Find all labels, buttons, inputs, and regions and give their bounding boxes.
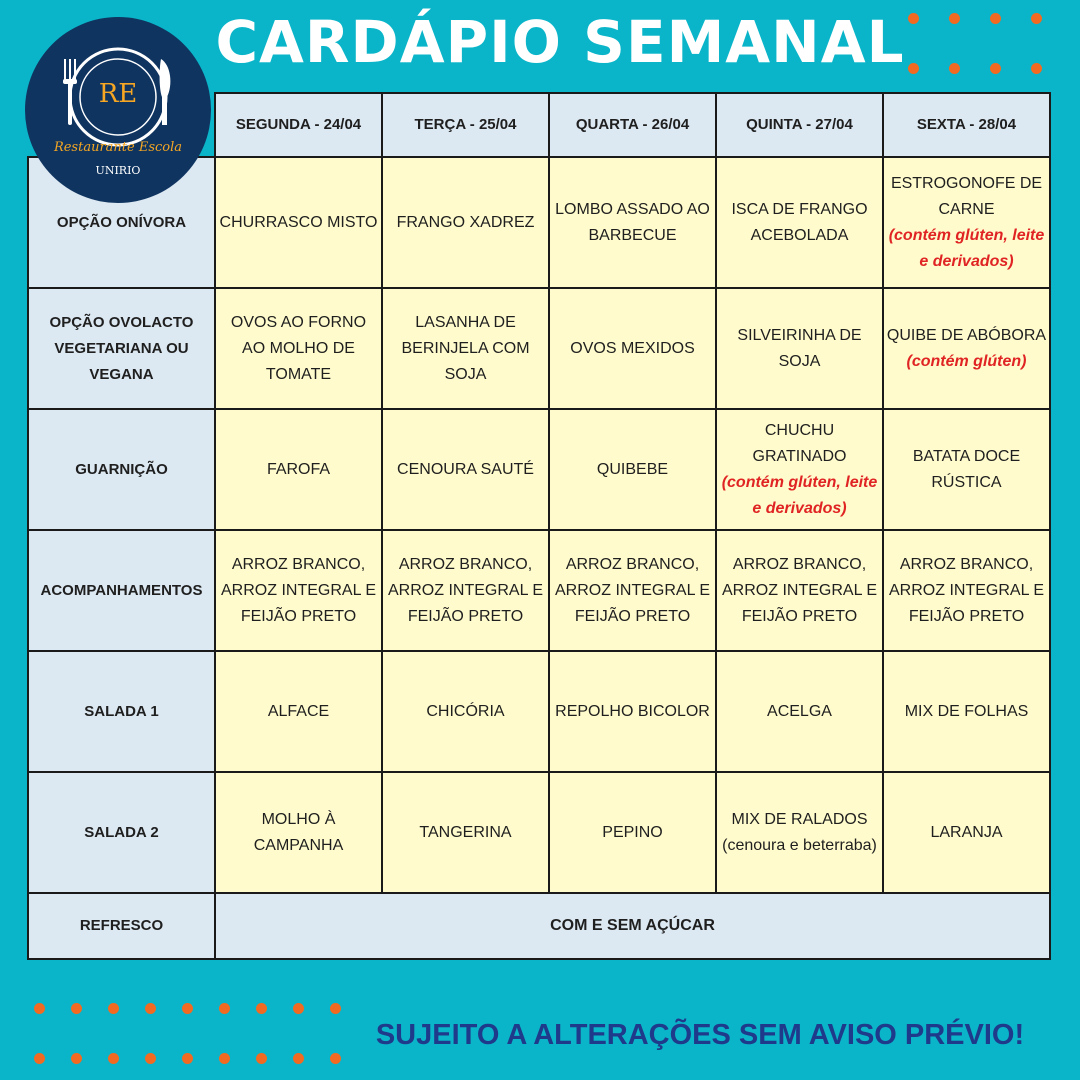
dish-name: LARANJA [930,823,1003,841]
day-header: TERÇA - 25/04 [382,93,549,157]
menu-cell [883,288,1050,409]
day-header: QUINTA - 27/04 [716,93,883,157]
row-label: OPÇÃO ONÍVORA [28,157,215,288]
dish-name: MIX DE RALADOS (cenoura e beterraba) [722,810,877,854]
menu-cell [549,409,716,530]
dish-name: MOLHO À CAMPANHA [253,810,344,854]
menu-cell [382,530,549,651]
dish-name: ISCA DE FRANGO ACEBOLADA [731,200,868,244]
dish-name: ARROZ BRANCO, ARROZ INTEGRAL E FEIJÃO PRETO [889,555,1044,625]
menu-cell [215,530,382,651]
menu-cell [382,772,549,893]
menu-cell [883,409,1050,530]
allergen-note: (contém glúten, leite e derivados) [721,473,878,517]
menu-cell [716,157,883,288]
menu-row-guarnicao [28,409,1050,530]
logo-name: Restaurante Escola [53,140,183,155]
menu-cell [215,288,382,409]
row-label: SALADA 2 [28,772,215,893]
menu-cell [716,288,883,409]
menu-row-vegetariana [28,288,1050,409]
menu-row-acompanhamentos [28,530,1050,651]
decorative-dots-bottom [34,1003,341,1064]
row-label: ACOMPANHAMENTOS [28,530,215,651]
dish-name: CHURRASCO MISTO [219,213,378,231]
dish-name: QUIBE DE ABÓBORA [886,326,1047,344]
menu-cell [215,772,382,893]
weekly-menu-table [27,92,1051,960]
dish-name: ALFACE [267,702,330,720]
menu-cell [883,157,1050,288]
dish-name: TANGERINA [419,823,512,841]
dish-name: LOMBO ASSADO AO BARBECUE [555,200,710,244]
menu-cell [382,409,549,530]
dish-name: QUIBEBE [596,460,669,478]
dish-name: FAROFA [266,460,331,478]
menu-cell [716,772,883,893]
dish-name: ARROZ BRANCO, ARROZ INTEGRAL E FEIJÃO PRETO [221,555,376,625]
dish-name: CHICÓRIA [426,702,505,720]
menu-cell [549,772,716,893]
menu-cell [549,288,716,409]
menu-row-refresco [28,893,1050,959]
dish-name: ARROZ BRANCO, ARROZ INTEGRAL E FEIJÃO PRETO [388,555,543,625]
dish-name: CENOURA SAUTÉ [397,460,534,478]
decorative-dots-top [908,13,1042,74]
dish-name: SILVEIRINHA DE SOJA [737,326,862,370]
menu-cell [716,409,883,530]
allergen-note: (contém glúten, leite e derivados) [888,226,1045,270]
menu-cell [382,288,549,409]
dish-name: REPOLHO BICOLOR [555,702,710,720]
row-label: SALADA 1 [28,651,215,772]
dish-name: FRANGO XADREZ [396,213,535,231]
page-title: CARDÁPIO SEMANAL [215,8,905,76]
dish-name: ARROZ BRANCO, ARROZ INTEGRAL E FEIJÃO PRETO [722,555,877,625]
menu-cell [883,772,1050,893]
dish-name: ESTROGONOFE DE CARNE [890,174,1043,218]
menu-cell [549,651,716,772]
menu-cell [549,157,716,288]
menu-cell [215,651,382,772]
day-header: SEXTA - 28/04 [883,93,1050,157]
menu-row-salada-1 [28,651,1050,772]
row-label: REFRESCO [28,893,215,959]
dish-name: OVOS MEXIDOS [570,339,695,357]
dish-name: OVOS AO FORNO AO MOLHO DE TOMATE [230,313,367,383]
menu-row-salada-2 [28,772,1050,893]
disclaimer-notice: SUJEITO A ALTERAÇÕES SEM AVISO PRÉVIO! [375,1019,1025,1051]
logo-initials: RE [98,79,138,109]
menu-cell [382,157,549,288]
menu-cell [215,157,382,288]
allergen-note: (contém glúten) [906,352,1027,370]
logo-institution: UNIRIO [95,164,141,177]
drink-cell: COM E SEM AÇÚCAR [215,893,1050,959]
row-label: GUARNIÇÃO [28,409,215,530]
dish-name: CHUCHU GRATINADO [752,421,847,465]
dish-name: LASANHA DE BERINJELA COM SOJA [401,313,530,383]
dish-name: PEPINO [602,823,663,841]
dish-name: ARROZ BRANCO, ARROZ INTEGRAL E FEIJÃO PRETO [555,555,710,625]
menu-cell [382,651,549,772]
restaurant-logo [25,17,211,203]
menu-cell [883,530,1050,651]
day-header: SEGUNDA - 24/04 [215,93,382,157]
dish-name: MIX DE FOLHAS [904,702,1029,720]
day-header: QUARTA - 26/04 [549,93,716,157]
menu-cell [716,651,883,772]
menu-cell [549,530,716,651]
dish-name: ACELGA [767,702,832,720]
menu-cell [215,409,382,530]
menu-cell [883,651,1050,772]
row-label: OPÇÃO OVOLACTO VEGETARIANA OU VEGANA [28,288,215,409]
dish-name: BATATA DOCE RÚSTICA [912,447,1021,491]
menu-cell [716,530,883,651]
